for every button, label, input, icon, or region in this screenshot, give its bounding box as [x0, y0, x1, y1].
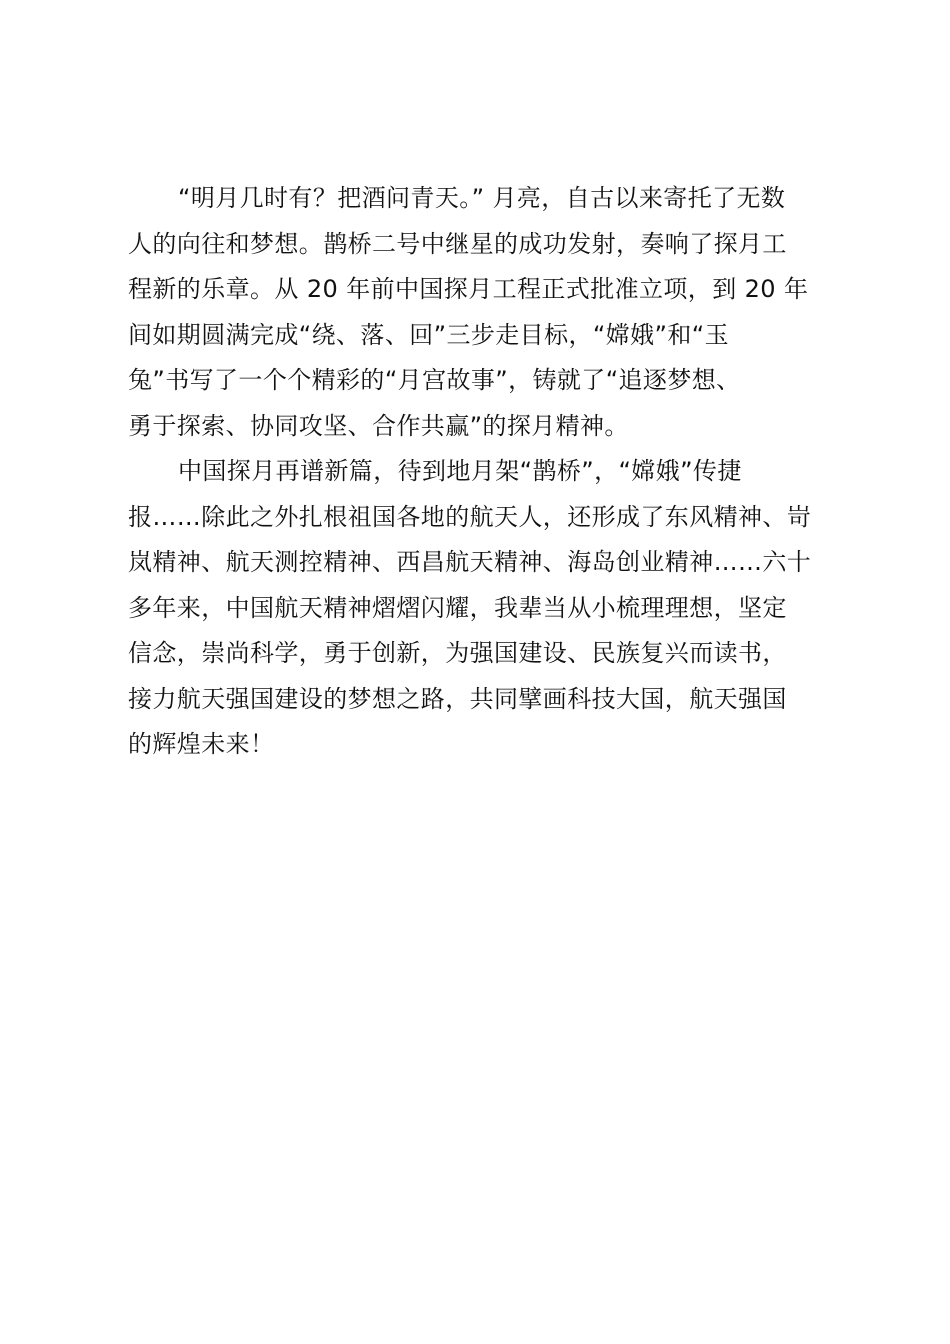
text-line: 程新的乐章。从 20 年前中国探月工程正式批准立项，到 20 年: [128, 275, 809, 303]
text-line: 的辉煌未来！: [128, 730, 275, 758]
text-line: 接力航天强国建设的梦想之路，共同擘画科技大国，航天强国: [128, 684, 787, 713]
text-line: 岚精神、航天测控精神、西昌航天精神、海岛创业精神……六十: [128, 548, 812, 576]
document-body: [128, 176, 832, 768]
text-line: “明月几时有？把酒问青天。” 月亮，自古以来寄托了无数: [178, 184, 786, 212]
paragraph-1: [128, 176, 832, 449]
text-line: 兔”书写了一个个精彩的“月宫故事”，铸就了“追逐梦想、: [128, 366, 741, 394]
text-line: 中国探月再谱新篇，待到地月架“鹊桥”，“嫦娥”传捷: [178, 457, 742, 485]
text-line: 间如期圆满完成“绕、落、回”三步走目标，“嫦娥”和“玉: [128, 320, 729, 349]
text-line: 勇于探索、协同攻坚、合作共赢”的探月精神。: [128, 411, 629, 440]
text-line: 多年来，中国航天精神熠熠闪耀，我辈当从小梳理理想，坚定: [128, 593, 787, 622]
text-line: 人的向往和梦想。鹊桥二号中继星的成功发射，奏响了探月工: [128, 229, 787, 258]
text-line: 报……除此之外扎根祖国各地的航天人，还形成了东风精神、岢: [128, 502, 812, 531]
text-line: 信念，崇尚科学，勇于创新，为强国建设、民族复兴而读书，: [128, 639, 787, 667]
paragraph-2: [128, 449, 832, 768]
